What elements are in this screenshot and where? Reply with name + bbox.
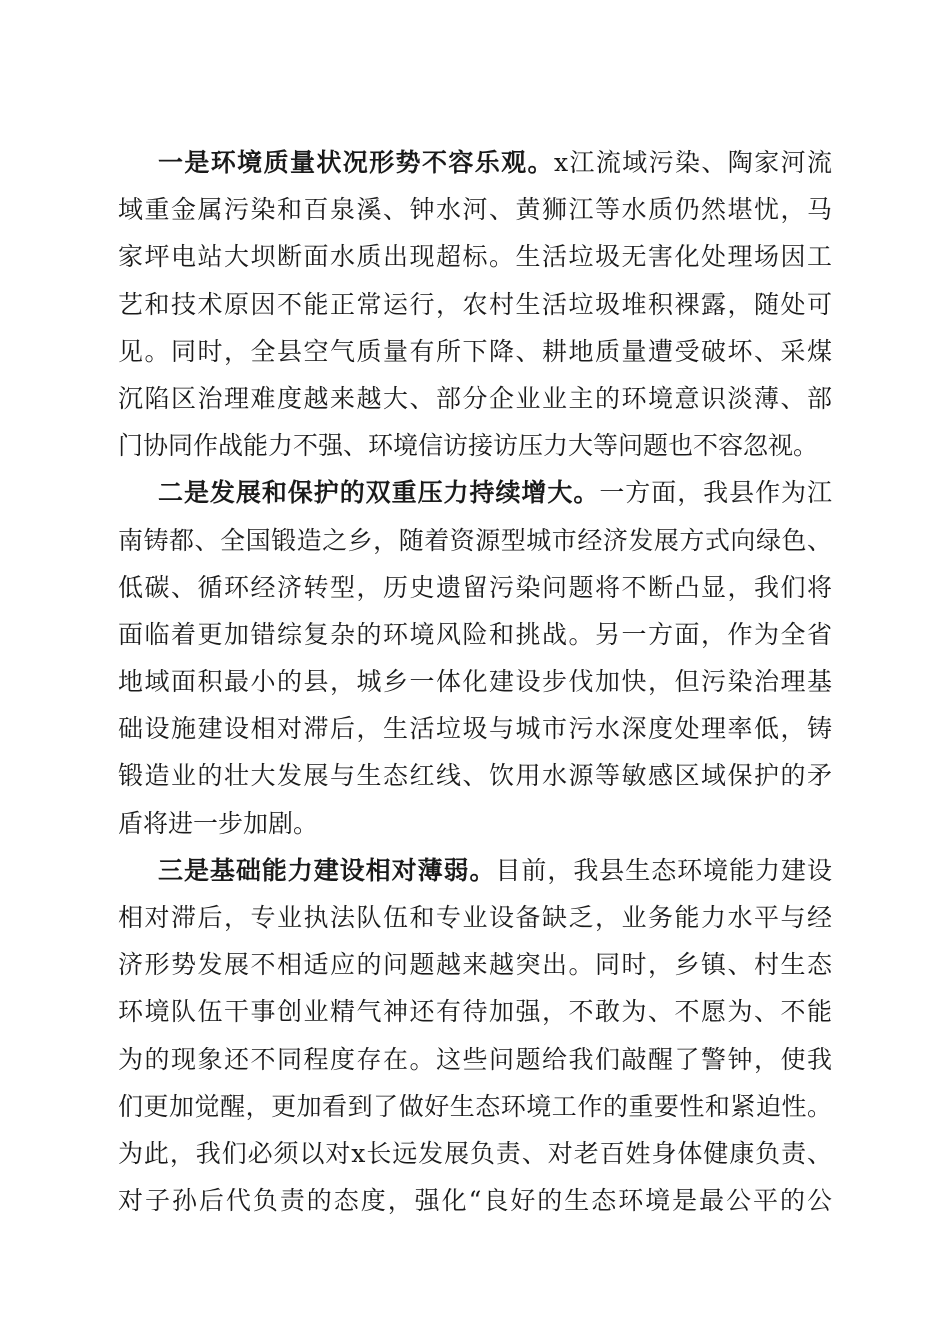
paragraph-2-line-1 <box>118 469 832 516</box>
paragraph-3-line-8: 对子孙后代负责的态度，强化“良好的生态环境是最公平的公 <box>118 1186 832 1216</box>
paragraph-1-line-6: 沉陷区治理难度越来越大、部分企业业主的环境意识淡薄、部 <box>118 383 832 413</box>
paragraph-3-line-6: 们更加觉醒，更加看到了做好生态环境工作的重要性和紧迫性。 <box>118 1091 832 1121</box>
paragraph-2-lead: 二是发展和保护的双重压力持续增大。 <box>158 478 600 508</box>
paragraph-1-line-4: 艺和技术原因不能正常运行，农村生活垃圾堆积裸露，随处可 <box>118 289 832 319</box>
paragraph-1-line-5: 见。同时，全县空气质量有所下降、耕地质量遭受破坏、采煤 <box>118 336 832 366</box>
paragraph-2-line-7: 锻造业的壮大发展与生态红线、饮用水源等敏感区域保护的矛 <box>118 761 832 791</box>
paragraph-1-line-2: 域重金属污染和百泉溪、钟水河、黄狮江等水质仍然堪忧，马 <box>118 195 832 225</box>
paragraph-3-lead: 三是基础能力建设相对薄弱。 <box>158 855 496 885</box>
document-body <box>118 139 832 1224</box>
paragraph-3-line-3: 济形势发展不相适应的问题越来越突出。同时，乡镇、村生态 <box>118 950 832 980</box>
paragraph-1-text: x江流域污染、陶家河流 <box>553 148 832 177</box>
paragraph-2-line-4: 面临着更加错综复杂的环境风险和挑战。另一方面，作为全省 <box>118 619 832 649</box>
paragraph-3-line-4: 环境队伍干事创业精气神还有待加强，不敢为、不愿为、不能 <box>118 997 832 1027</box>
paragraph-3-line-5: 为的现象还不同程度存在。这些问题给我们敲醒了警钟，使我 <box>118 1044 832 1074</box>
paragraph-1-line-1 <box>118 139 832 186</box>
paragraph-2-line-2: 南铸都、全国锻造之乡，随着资源型城市经济发展方式向绿色、 <box>118 525 832 555</box>
paragraph-2-line-3: 低碳、循环经济转型，历史遗留污染问题将不断凸显，我们将 <box>118 572 832 602</box>
paragraph-3-line-7: 为此，我们必须以对x长远发展负责、对老百姓身体健康负责、 <box>118 1138 832 1168</box>
paragraph-2-text: 一方面，我县作为江 <box>599 478 832 508</box>
paragraph-3-line-2: 相对滞后，专业执法队伍和专业设备缺乏，业务能力水平与经 <box>118 903 832 932</box>
paragraph-3-text: 目前，我县生态环境能力建设 <box>495 855 832 885</box>
paragraph-2-line-5: 地域面积最小的县，城乡一体化建设步伐加快，但污染治理基 <box>118 667 832 697</box>
paragraph-1-line-7: 门协同作战能力不强、环境信访接访压力大等问题也不容忽视。 <box>118 431 819 461</box>
paragraph-1-lead: 一是环境质量状况形势不容乐观。 <box>158 148 554 177</box>
paragraph-3-line-1 <box>118 847 832 894</box>
paragraph-1-line-3: 家坪电站大坝断面水质出现超标。生活垃圾无害化处理场因工 <box>118 242 832 272</box>
paragraph-2-line-8: 盾将进一步加剧。 <box>118 808 319 838</box>
paragraph-2-line-6: 础设施建设相对滞后，生活垃圾与城市污水深度处理率低，铸 <box>118 714 832 744</box>
